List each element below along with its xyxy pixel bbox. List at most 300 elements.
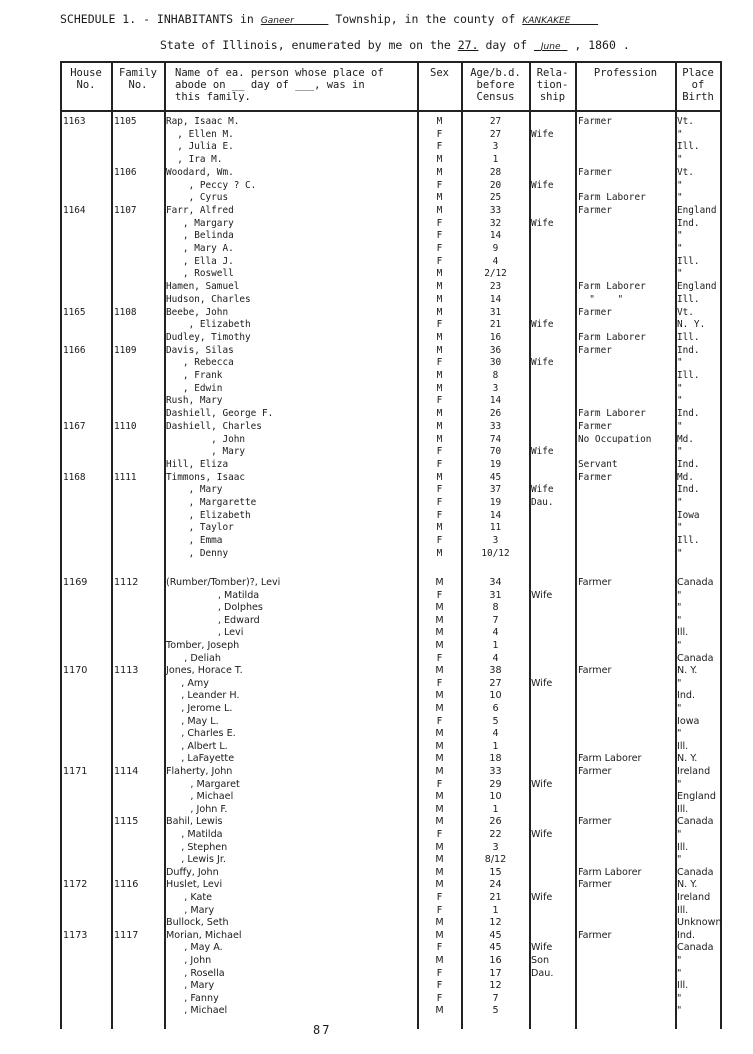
day-label: day of bbox=[485, 38, 527, 52]
census-row bbox=[0, 446, 753, 458]
census-row bbox=[0, 421, 753, 433]
census-row bbox=[0, 472, 753, 484]
sex: F bbox=[436, 128, 443, 140]
house-no: 1165 bbox=[63, 306, 86, 318]
census-row bbox=[0, 577, 753, 589]
age: 16 bbox=[489, 955, 502, 966]
person-name: , LaFayette bbox=[166, 753, 235, 765]
person-name: , Kate bbox=[166, 892, 213, 903]
person-name: , Edward bbox=[166, 614, 260, 626]
person-name: Hill, Eliza bbox=[166, 458, 229, 470]
relationship: Wife bbox=[531, 217, 554, 229]
person-name: Hamen, Samuel bbox=[166, 281, 240, 293]
place-of-birth: Ill. bbox=[677, 740, 689, 752]
sex: F bbox=[436, 458, 443, 470]
age: 3 bbox=[492, 535, 499, 547]
sex: M bbox=[436, 192, 443, 204]
place-of-birth: " bbox=[677, 192, 683, 204]
person-name: , Julia E. bbox=[166, 141, 234, 153]
person-name: , Elizabeth bbox=[166, 509, 251, 521]
census-row bbox=[0, 522, 753, 534]
person-name: Dashiell, George F. bbox=[166, 408, 274, 420]
census-row bbox=[0, 243, 753, 255]
person-name: , Margary bbox=[166, 217, 234, 229]
age: 1 bbox=[492, 640, 499, 651]
place-of-birth: Ill. bbox=[677, 535, 700, 547]
census-row bbox=[0, 548, 753, 560]
place-of-birth: " bbox=[677, 420, 683, 432]
sex: F bbox=[436, 715, 443, 727]
place-of-birth: " bbox=[677, 446, 683, 458]
relationship: Wife bbox=[531, 179, 554, 191]
day-value: 27. bbox=[457, 38, 479, 52]
age: 1 bbox=[492, 740, 499, 752]
schedule-label: SCHEDULE 1. - INHABITANTS in bbox=[60, 12, 254, 26]
age: 14 bbox=[489, 230, 502, 242]
profession: Farmer bbox=[578, 344, 612, 356]
state-label: State of Illinois, enumerated by me on the bbox=[160, 38, 451, 52]
age: 15 bbox=[489, 866, 502, 878]
person-name: , Mary A. bbox=[166, 243, 234, 254]
person-name: , Matilda bbox=[166, 589, 260, 601]
sex: F bbox=[436, 179, 443, 191]
age: 14 bbox=[489, 395, 502, 407]
census-row bbox=[0, 510, 753, 522]
family-no: 1113 bbox=[114, 665, 139, 677]
profession: Farm Laborer bbox=[578, 408, 646, 420]
age: 3 bbox=[492, 141, 499, 153]
place-of-birth: Ill. bbox=[677, 980, 689, 992]
sex: M bbox=[436, 370, 443, 381]
place-of-birth: " bbox=[677, 677, 682, 689]
place-of-birth: " bbox=[677, 967, 682, 979]
family-no: 1117 bbox=[114, 929, 139, 941]
sex: F bbox=[436, 589, 443, 601]
sex: M bbox=[436, 408, 443, 420]
place-of-birth: Ill. bbox=[677, 627, 689, 639]
relationship: Wife bbox=[531, 357, 554, 369]
person-name: , Jerome L. bbox=[166, 703, 233, 714]
age: 4 bbox=[492, 652, 499, 664]
age: 3 bbox=[492, 841, 499, 853]
age: 26 bbox=[489, 816, 502, 828]
census-row bbox=[0, 1005, 753, 1017]
age: 33 bbox=[489, 766, 502, 777]
age: 45 bbox=[489, 471, 502, 483]
census-row bbox=[0, 842, 753, 854]
place-of-birth: Ind. bbox=[677, 217, 700, 229]
house-no: 1164 bbox=[63, 204, 86, 216]
place-of-birth: " bbox=[677, 357, 683, 369]
person-name: (Rumber/Tomber)?, Levi bbox=[166, 577, 281, 588]
age: 21 bbox=[489, 892, 502, 903]
sex: M bbox=[435, 955, 444, 966]
person-name: , Cyrus bbox=[166, 192, 229, 204]
person-name: Tomber, Joseph bbox=[166, 640, 240, 651]
sex: M bbox=[436, 344, 443, 356]
profession: Farmer bbox=[578, 116, 612, 127]
place-of-birth: " bbox=[677, 728, 682, 740]
place-of-birth: " bbox=[677, 703, 682, 714]
profession: Farm Laborer bbox=[578, 281, 646, 293]
age: 27 bbox=[489, 116, 502, 127]
place-of-birth: " bbox=[677, 778, 682, 790]
relationship: Wife bbox=[531, 942, 553, 954]
profession: Farmer bbox=[578, 929, 612, 941]
census-row bbox=[0, 955, 753, 967]
place-of-birth: Ill. bbox=[677, 803, 689, 815]
place-of-birth: " bbox=[677, 992, 682, 1004]
census-row bbox=[0, 791, 753, 803]
sex: F bbox=[436, 904, 443, 916]
census-row bbox=[0, 753, 753, 765]
age: 20 bbox=[489, 179, 502, 191]
census-row bbox=[0, 930, 753, 942]
age: 1 bbox=[492, 904, 499, 916]
age: 9 bbox=[492, 243, 499, 254]
sex: F bbox=[436, 484, 443, 496]
census-row bbox=[0, 154, 753, 166]
person-name: , Ellen M. bbox=[166, 128, 234, 140]
sex: M bbox=[436, 281, 443, 293]
relationship: Dau. bbox=[531, 967, 554, 979]
age: 27 bbox=[489, 677, 502, 689]
age: 28 bbox=[489, 166, 502, 178]
age: 4 bbox=[492, 255, 499, 267]
census-row bbox=[0, 281, 753, 293]
sex: M bbox=[435, 753, 444, 765]
sex: F bbox=[436, 778, 443, 790]
profession: Farmer bbox=[578, 816, 612, 828]
person-name: , Ira M. bbox=[166, 154, 223, 166]
age: 3 bbox=[492, 382, 499, 394]
place-of-birth: Ind. bbox=[677, 344, 700, 356]
sex: F bbox=[436, 497, 443, 508]
house-no: 1163 bbox=[63, 116, 86, 127]
relationship: Dau. bbox=[531, 497, 554, 508]
place-of-birth: " bbox=[677, 854, 682, 866]
age: 2/12 bbox=[484, 268, 507, 280]
census-row bbox=[0, 917, 753, 929]
table-top-rule bbox=[60, 61, 721, 63]
place-of-birth: Canada bbox=[677, 942, 714, 954]
relationship: Wife bbox=[531, 892, 553, 903]
census-row bbox=[0, 879, 753, 891]
census-row bbox=[0, 867, 753, 879]
relationship: Wife bbox=[531, 829, 553, 840]
sex: M bbox=[435, 577, 444, 588]
census-row bbox=[0, 497, 753, 509]
person-name: , Rebecca bbox=[166, 357, 234, 369]
place-of-birth: Ill. bbox=[677, 904, 689, 916]
person-name: Rap, Isaac M. bbox=[166, 116, 240, 127]
place-of-birth: Ill. bbox=[677, 331, 700, 343]
sex: M bbox=[436, 522, 443, 534]
census-row bbox=[0, 345, 753, 357]
place-of-birth: " bbox=[677, 589, 682, 601]
person-name: , Ella J. bbox=[166, 255, 234, 267]
age: 5 bbox=[492, 1005, 499, 1017]
sex: M bbox=[436, 268, 443, 280]
place-of-birth: Md. bbox=[677, 433, 694, 445]
census-row bbox=[0, 854, 753, 866]
census-row bbox=[0, 804, 753, 816]
place-of-birth: Ill. bbox=[677, 841, 689, 853]
person-name: , Amy bbox=[166, 677, 209, 689]
place-of-birth: Canada bbox=[677, 816, 714, 828]
place-of-birth: England bbox=[677, 791, 716, 803]
census-row bbox=[0, 370, 753, 382]
sex: M bbox=[435, 866, 444, 878]
month-value: June bbox=[540, 42, 561, 52]
sex: F bbox=[436, 829, 443, 840]
sex: M bbox=[435, 766, 444, 777]
census-row bbox=[0, 690, 753, 702]
person-name: Beebe, John bbox=[166, 306, 229, 318]
sex: M bbox=[435, 703, 444, 714]
age: 8/12 bbox=[484, 854, 507, 866]
profession: Farmer bbox=[578, 665, 612, 677]
relationship: Wife bbox=[531, 589, 553, 601]
person-name: , Roswell bbox=[166, 268, 234, 280]
person-name: , Mary bbox=[166, 446, 246, 458]
family-no: 1112 bbox=[114, 577, 139, 588]
age: 8 bbox=[492, 602, 499, 614]
census-row bbox=[0, 180, 753, 192]
sex: M bbox=[435, 791, 444, 803]
person-name: Dashiell, Charles bbox=[166, 420, 262, 432]
sex: F bbox=[436, 892, 443, 903]
census-row bbox=[0, 319, 753, 331]
sex: F bbox=[436, 255, 443, 267]
age: 25 bbox=[489, 192, 502, 204]
place-of-birth: Ill. bbox=[677, 293, 700, 305]
sex: M bbox=[435, 627, 444, 639]
family-no: 1110 bbox=[114, 420, 137, 432]
place-of-birth: Ill. bbox=[677, 141, 700, 153]
sex: F bbox=[436, 535, 443, 547]
place-of-birth: " bbox=[677, 230, 683, 242]
place-of-birth: Ill. bbox=[677, 255, 700, 267]
sex: M bbox=[436, 204, 443, 216]
sex: F bbox=[436, 319, 443, 331]
census-row bbox=[0, 395, 753, 407]
place-of-birth: Canada bbox=[677, 652, 714, 664]
place-of-birth: " bbox=[677, 522, 683, 534]
census-row bbox=[0, 218, 753, 230]
census-row bbox=[0, 993, 753, 1005]
profession: Farmer bbox=[578, 306, 612, 318]
place-of-birth: " bbox=[677, 243, 683, 254]
place-of-birth: N. Y. bbox=[677, 753, 698, 765]
relationship: Wife bbox=[531, 677, 553, 689]
profession: Farm Laborer bbox=[578, 331, 646, 343]
sex: M bbox=[435, 854, 444, 866]
person-name: Timmons, Isaac bbox=[166, 471, 246, 483]
census-row bbox=[0, 703, 753, 715]
census-row bbox=[0, 741, 753, 753]
age: 1 bbox=[492, 154, 499, 166]
census-row bbox=[0, 653, 753, 665]
place-of-birth: N. Y. bbox=[677, 879, 698, 891]
age: 37 bbox=[489, 484, 502, 496]
place-of-birth: Ind. bbox=[677, 690, 696, 702]
place-of-birth: N. Y. bbox=[677, 665, 698, 677]
house-no: 1168 bbox=[63, 471, 86, 483]
age: 34 bbox=[489, 577, 502, 588]
census-row bbox=[0, 383, 753, 395]
age: 19 bbox=[489, 497, 502, 508]
profession: Farmer bbox=[578, 879, 612, 891]
sex: F bbox=[436, 395, 443, 407]
census-row bbox=[0, 716, 753, 728]
house-no: 1169 bbox=[63, 577, 88, 588]
sex: F bbox=[436, 652, 443, 664]
person-name: Woodard, Wm. bbox=[166, 166, 234, 178]
census-row bbox=[0, 779, 753, 791]
place-of-birth: " bbox=[677, 955, 682, 966]
age: 4 bbox=[492, 728, 499, 740]
age: 36 bbox=[489, 344, 502, 356]
census-row bbox=[0, 357, 753, 369]
person-name: , Levi bbox=[166, 627, 244, 639]
age: 24 bbox=[489, 879, 502, 891]
person-name: Jones, Horace T. bbox=[166, 665, 243, 677]
person-name: , Fanny bbox=[166, 992, 219, 1004]
sex: M bbox=[436, 306, 443, 318]
place-of-birth: " bbox=[677, 1005, 682, 1017]
sex: M bbox=[435, 929, 444, 941]
place-of-birth: N. Y. bbox=[677, 319, 706, 331]
person-name: , Mary bbox=[166, 904, 215, 916]
age: 10/12 bbox=[481, 547, 510, 559]
person-name: , Elizabeth bbox=[166, 319, 251, 331]
census-row bbox=[0, 230, 753, 242]
census-row bbox=[0, 892, 753, 904]
age: 19 bbox=[489, 458, 502, 470]
person-name: Duffy, John bbox=[166, 866, 219, 878]
census-row bbox=[0, 602, 753, 614]
sex: M bbox=[435, 665, 444, 677]
place-of-birth: " bbox=[677, 268, 683, 280]
sex: M bbox=[436, 293, 443, 305]
place-of-birth: " bbox=[677, 128, 683, 140]
census-row bbox=[0, 268, 753, 280]
family-no: 1114 bbox=[114, 766, 139, 777]
census-row bbox=[0, 942, 753, 954]
family-no: 1116 bbox=[114, 879, 139, 891]
age: 8 bbox=[492, 370, 499, 381]
age: 12 bbox=[489, 980, 502, 992]
sex: M bbox=[435, 728, 444, 740]
census-row bbox=[0, 766, 753, 778]
relationship: Wife bbox=[531, 778, 553, 790]
person-name: , Charles E. bbox=[166, 728, 236, 740]
person-name: , Rosella bbox=[166, 967, 225, 979]
sex: M bbox=[435, 740, 444, 752]
sex: M bbox=[435, 614, 444, 626]
house-no: 1166 bbox=[63, 344, 86, 356]
age: 1 bbox=[492, 803, 499, 815]
place-of-birth: Vt. bbox=[677, 306, 694, 318]
profession: No Occupation bbox=[578, 433, 652, 445]
census-row bbox=[0, 116, 753, 128]
census-row bbox=[0, 968, 753, 980]
person-name: , Denny bbox=[166, 547, 229, 559]
place-of-birth: England bbox=[677, 204, 717, 216]
person-name: Bullock, Seth bbox=[166, 917, 229, 929]
column-sex: Sex bbox=[430, 67, 449, 79]
person-name: , Frank bbox=[166, 370, 223, 381]
sex: F bbox=[436, 992, 443, 1004]
sex: F bbox=[436, 141, 443, 153]
age: 22 bbox=[489, 829, 502, 840]
age: 23 bbox=[489, 281, 502, 293]
census-row bbox=[0, 167, 753, 179]
person-name: Flaherty, John bbox=[166, 766, 233, 777]
census-row bbox=[0, 192, 753, 204]
census-row bbox=[0, 459, 753, 471]
house-no: 1173 bbox=[63, 929, 88, 941]
page-number: 87 bbox=[313, 1023, 332, 1037]
family-no: 1106 bbox=[114, 166, 137, 178]
profession: Farm Laborer bbox=[578, 192, 646, 204]
sex: M bbox=[436, 382, 443, 394]
place-of-birth: " bbox=[677, 602, 682, 614]
sex: M bbox=[436, 116, 443, 127]
age: 27 bbox=[489, 128, 502, 140]
person-name: , Taylor bbox=[166, 522, 234, 534]
sex: M bbox=[436, 420, 443, 432]
person-name: , May A. bbox=[166, 942, 223, 954]
place-of-birth: Ind. bbox=[677, 408, 700, 420]
relationship: Wife bbox=[531, 319, 554, 331]
census-row bbox=[0, 294, 753, 306]
census-row bbox=[0, 816, 753, 828]
sex: M bbox=[435, 602, 444, 614]
sex: M bbox=[436, 154, 443, 166]
place-of-birth: " bbox=[677, 497, 683, 508]
sex: F bbox=[436, 967, 443, 979]
age: 18 bbox=[489, 753, 502, 765]
person-name: , Dolphes bbox=[166, 602, 263, 614]
sex: F bbox=[436, 942, 443, 954]
person-name: Davis, Silas bbox=[166, 344, 234, 356]
sex: M bbox=[436, 166, 443, 178]
person-name: , Edwin bbox=[166, 382, 223, 394]
column-house-no: House No. bbox=[70, 67, 102, 91]
person-name: , Lewis Jr. bbox=[166, 854, 226, 866]
profession: Servant bbox=[578, 458, 618, 470]
census-row bbox=[0, 332, 753, 344]
place-of-birth: Ireland bbox=[677, 766, 711, 777]
sex: M bbox=[435, 690, 444, 702]
profession: Farmer bbox=[578, 166, 612, 178]
age: 17 bbox=[489, 967, 502, 979]
profession: Farm Laborer bbox=[578, 753, 642, 765]
census-row bbox=[0, 640, 753, 652]
place-of-birth: " bbox=[677, 829, 682, 840]
age: 12 bbox=[489, 917, 502, 929]
age: 45 bbox=[489, 942, 502, 954]
profession: Farm Laborer bbox=[578, 866, 642, 878]
place-of-birth: Canada bbox=[677, 577, 714, 588]
person-name: , Belinda bbox=[166, 230, 234, 242]
sex: M bbox=[436, 433, 443, 445]
age: 32 bbox=[489, 217, 502, 229]
relationship: Son bbox=[531, 955, 550, 966]
relationship: Wife bbox=[531, 484, 554, 496]
